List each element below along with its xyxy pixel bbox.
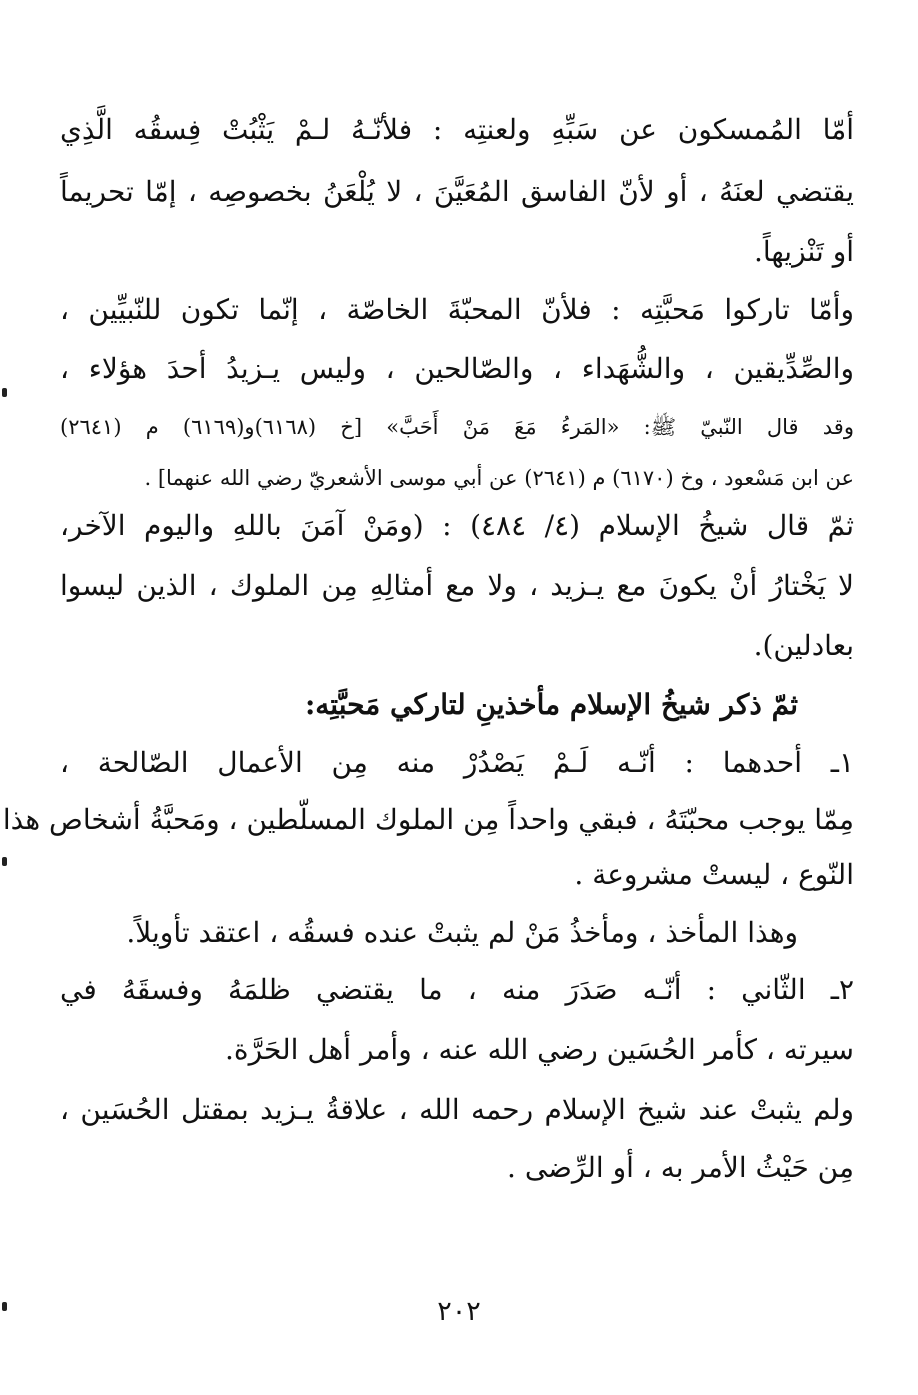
text-line: ١ـ أحدهما : أنّـه لَـمْ يَصْدُرْ منه مِن الأعمال الصّالحة ، [60,746,854,779]
text-line: ثمّ قال شيخُ الإسلام (٤/ ٤٨٤) : (ومَنْ آمَنَ باللهِ واليوم الآخر، [60,509,855,542]
footnote-line: عن ابن مَسْعود ، وخ (٦١٧٠) م (٢٦٤١) عن أبي موسى الأشعريّ رضي الله عنهما] . [144,466,854,490]
text-line: أو تَنْزيهاً. [753,235,854,268]
scan-mark [2,388,7,397]
text-line: ٢ـ الثّاني : أنّـه صَدَرَ منه ، ما يقتضي ظلمَهُ وفسقَهُ في [60,973,854,1006]
text-line: ولم يثبتْ عند شيخ الإسلام رحمه الله ، علاقةُ يـزيد بمقتل الحُسَين ، [60,1093,854,1126]
text-line: بعادلين). [753,629,854,662]
text-line: وأمّا تاركوا مَحبَّتِه : فلأنّ المحبّةَ الخاصّة ، إنّما تكون للنّبيِّين ، [60,293,854,326]
text-line: أمّا المُمسكون عن سَبِّهِ ولعنتِه : فلأنّـهُ لـمْ يَثْبُتْ فِسقُه الَّذِي [60,113,854,146]
text-line: وهذا المأخذ ، ومأخذُ مَنْ لم يثبتْ عنده فسقُه ، اعتقد تأويلاً. [126,916,798,949]
text-line: وقد قال النّبيّ ﷺ: «المَرءُ مَعَ مَنْ أَحَبَّ» [خ (٦١٦٨)و(٦١٦٩) م (٢٦٤١) [60,415,854,439]
scan-mark [2,857,7,866]
text-line: النّوع ، ليستْ مشروعة . [574,858,854,891]
text-line: مِمّا يوجب محبّتَهُ ، فبقي واحداً مِن الملوك المسلّطين ، ومَحبَّةُ أشخاص هذا [2,803,854,836]
text-line: والصِّدِّيقين ، والشُّهَداء ، والصّالحين ، وليس يـزيدُ أحدَ هؤلاء ، [60,352,854,385]
text-line: سيرته ، كأمر الحُسَين رضي الله عنه ، وأمر أهل الحَرَّة. [225,1033,854,1066]
scan-mark [2,1302,7,1311]
text-line: مِن حَيْثُ الأمر به ، أو الرِّضى . [507,1151,854,1184]
page-number: ٢٠٢ [437,1296,481,1327]
text-line: يقتضي لعنَهُ ، أو لأنّ الفاسق المُعَيَّنَ ، لا يُلْعَنُ بخصوصِه ، إمّا تحريماً [60,175,854,208]
text-line: لا يَخْتارُ أنْ يكونَ مع يـزيد ، ولا مع أمثالِهِ مِن الملوك ، الذين ليسوا [60,569,854,602]
section-heading: ثمّ ذكر شيخُ الإسلام مأخذينِ لتاركي مَحبَّتِه: [304,688,798,721]
